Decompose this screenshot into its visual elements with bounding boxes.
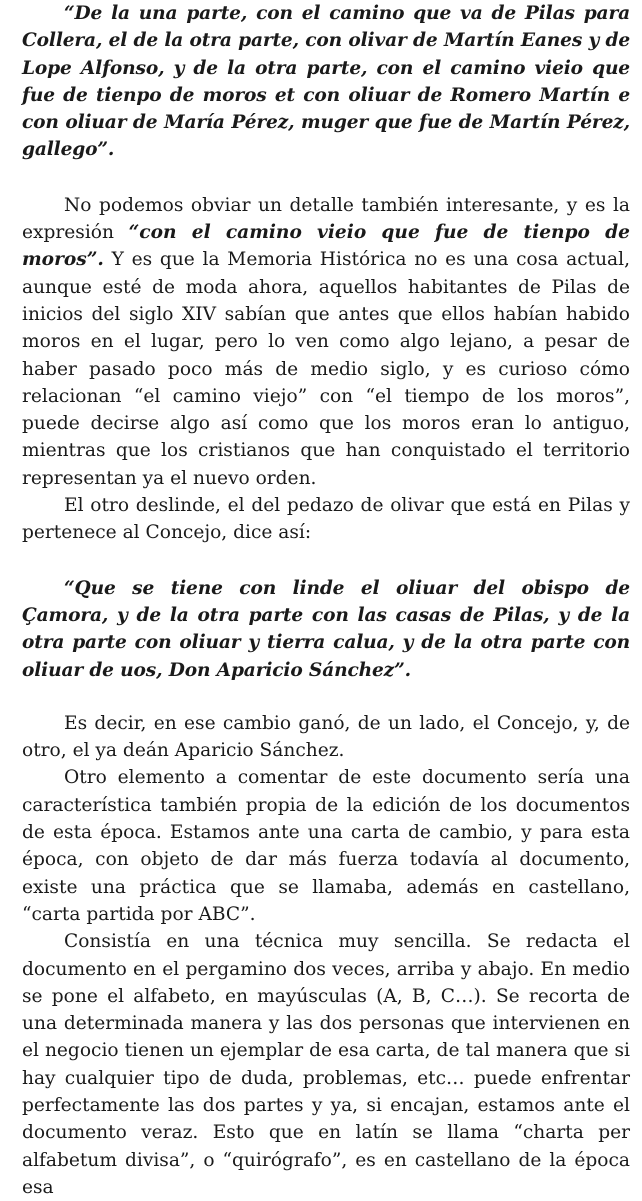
paragraph-otro-deslinde: El otro deslinde, el del pedazo de olivar que está en Pilas y pertenece al Concejo, dice así: bbox=[22, 495, 630, 544]
paragraph-text: Y es que la Memoria Histórica no es una cosa actual, aunque esté de moda ahora, aquellos habitantes de Pilas de inicios del siglo XIV sabían que antes que ellos habían habido moros en el lugar, pero lo ven como algo lejano, a pesar de haber pasado poco más de medio siglo, y es curioso cómo relacionan “el camino viejo” con “el tiempo de los moros”, puede decirse algo así como que los moros eran lo antiguo, mientras que los cristianos que han conquistado el territorio representan ya el nuevo orden. bbox=[22, 249, 630, 489]
spacer bbox=[22, 164, 630, 192]
spacer bbox=[22, 684, 630, 710]
spacer bbox=[22, 547, 630, 575]
quote-linde-oliuar: “Que se tiene con linde el oliuar del obispo de Çamora, y de la otra parte con las casas de Pilas, y de la otra parte con oliuar y tierra calua, y de la otra parte con oliuar de uos, Don Aparicio Sánchez”. bbox=[22, 577, 630, 681]
paragraph-carta-de-cambio: Otro elemento a comentar de este documento sería una característica también propia de la edición de los documentos de esta época. Estamos ante una carta de cambio, y para esta época, con objeto de dar más fuerza todavía al documento, existe una práctica que se llamaba, además en castellano, “carta partida por ABC”. bbox=[22, 767, 630, 925]
inline-quote: “con el camino vieio que fue de tienpo de moros”. bbox=[22, 222, 630, 271]
quote-camino-pilas: “De la una parte, con el camino que va de Pilas para Collera, el de la otra parte, con olivar de Martín Eanes y de Lope Alfonso, y de la otra parte, con el camino vieio que fue de tienpo de moros et con oliuar de Romero Martín e con oliuar de María Pérez, muger que fue de Martín Pérez, gallego”. bbox=[22, 3, 630, 161]
paragraph-text: No podemos obviar un detalle también interesante, y es la expresión bbox=[22, 194, 630, 244]
document-page bbox=[22, 0, 630, 1201]
paragraph-tecnica-sencilla: Consistía en una técnica muy sencilla. Se redacta el documento en el pergamino dos veces, arriba y abajo. En medio se pone el alfabeto, en mayúsculas (A, B, C…). Se recorta de una determinada manera y las dos personas que intervienen en el negocio tienen un ejemplar de esa carta, de tal manera que si hay cualquier tipo de duda, problemas, etc… puede enfrentar perfectamente las dos partes y ya, si encajan, estamos ante el documento veraz. Esto que en latín se llama “charta per alfabetum divisa”, o “quirógrafo”, es en castellano de la época esa bbox=[22, 931, 630, 1198]
paragraph-cambio-gano: Es decir, en ese cambio ganó, de un lado, el Concejo, y, de otro, el ya deán Aparicio Sánchez. bbox=[22, 712, 630, 762]
paragraph-memoria-historica bbox=[22, 192, 630, 492]
